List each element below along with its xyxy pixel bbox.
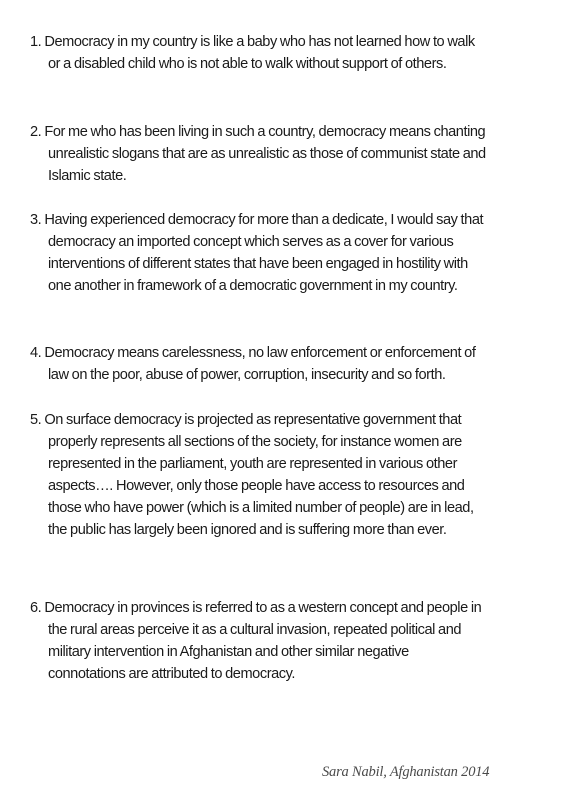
- statement-line: the public has largely been ignored and is suffering more than ever.: [48, 522, 447, 538]
- statement-line: democracy an imported concept which serves as a cover for various: [48, 234, 454, 250]
- statement-3: [30, 209, 540, 297]
- statement-4: [30, 342, 540, 386]
- statement-line: interventions of different states that have been engaged in hostility with: [48, 256, 468, 272]
- statement-line: Islamic state.: [48, 168, 127, 184]
- statement-line: the rural areas perceive it as a cultural invasion, repeated political and: [48, 622, 462, 638]
- statement-line: unrealistic slogans that are as unrealistic as those of communist state and: [48, 146, 486, 162]
- statement-1: [30, 31, 540, 75]
- statement-5: [30, 409, 540, 541]
- statement-line: or a disabled child who is not able to walk without support of others.: [48, 56, 447, 72]
- statement-line: 2. For me who has been living in such a country, democracy means chanting: [30, 124, 486, 140]
- statement-2: [30, 121, 540, 187]
- statement-line: military intervention in Afghanistan and other similar negative: [48, 644, 409, 660]
- statement-6: [30, 597, 540, 685]
- statement-line: connotations are attributed to democracy.: [48, 666, 295, 682]
- statement-line: 4. Democracy means carelessness, no law enforcement or enforcement of: [30, 345, 476, 361]
- statement-line: 3. Having experienced democracy for more than a dedicate, I would say that: [30, 212, 484, 228]
- statement-line: 5. On surface democracy is projected as representative government that: [30, 412, 462, 428]
- statement-line: law on the poor, abuse of power, corruption, insecurity and so forth.: [48, 367, 446, 383]
- statement-line: 1. Democracy in my country is like a baby who has not learned how to walk: [30, 34, 475, 50]
- statement-line: aspects…. However, only those people have access to resources and: [48, 478, 465, 494]
- statement-line: one another in framework of a democratic government in my country.: [48, 278, 458, 294]
- attribution: Sara Nabil, Afghanistan 2014: [322, 764, 490, 780]
- statement-line: properly represents all sections of the society, for instance women are: [48, 434, 462, 450]
- statement-line: represented in the parliament, youth are represented in various other: [48, 456, 458, 472]
- statement-line: 6. Democracy in provinces is referred to as a western concept and people in: [30, 600, 482, 616]
- statement-line: those who have power (which is a limited number of people) are in lead,: [48, 500, 474, 516]
